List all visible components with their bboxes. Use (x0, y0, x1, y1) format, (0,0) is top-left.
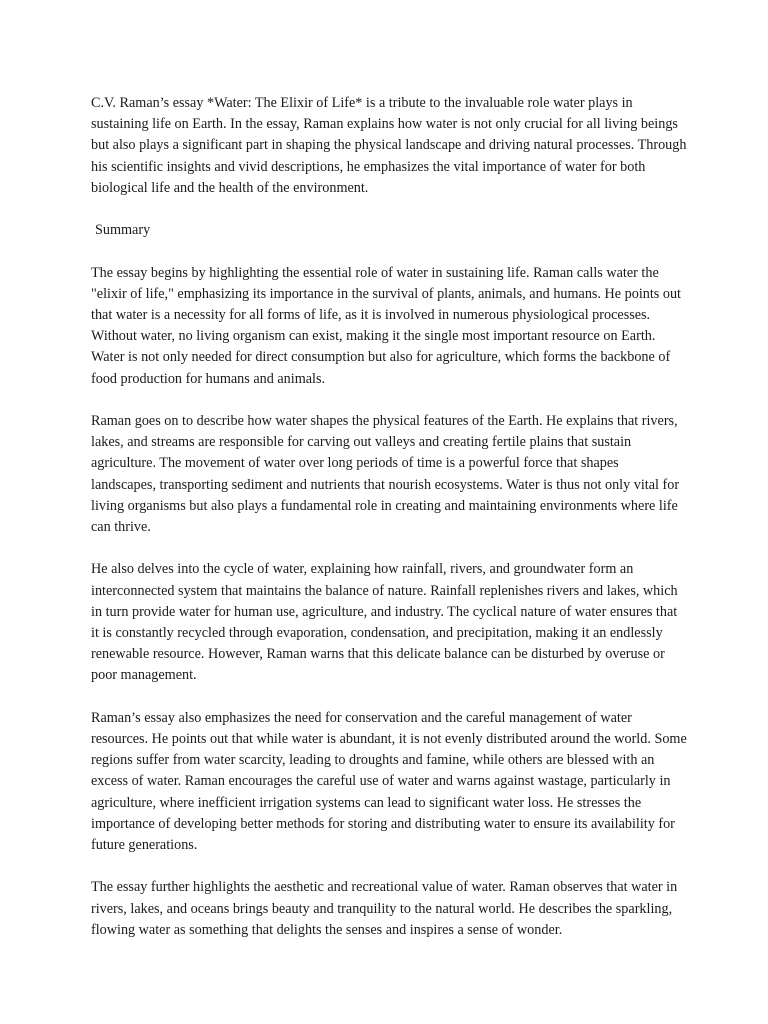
body-paragraph-4: Raman’s essay also emphasizes the need for conservation and the careful management of water resources. He points out that while water is abundant, it is not evenly distributed around the world. Some regions suffer from water scarcity, leading to droughts and famine, while others are blessed with an excess of water. Raman encourages the careful use of water and warns against wastage, particularly in agriculture, where inefficient irrigation systems can lead to significant water loss. He stresses the importance of developing better methods for storing and distributing water to ensure its availability for future generations. (91, 709, 687, 854)
body-paragraph-1: The essay begins by highlighting the essential role of water in sustaining life. Raman calls water the "elixir of life," emphasizing its importance in the survival of plants, animals, and humans. He points out that water is a necessity for all forms of life, as it is involved in numerous physiological processes. Without water, no living organism can exist, making it the single most important resource on Earth. Water is not only needed for direct consumption but also for agriculture, which forms the backbone of food production for humans and animals. (91, 264, 682, 387)
body-paragraph-5: The essay further highlights the aesthetic and recreational value of water. Raman observes that water in rivers, lakes, and oceans brings beauty and tranquility to the natural world. He describes the sparkling, flowing water as something that delights the senses and inspires a sense of wonder. (91, 879, 678, 938)
section-heading: Summary (95, 222, 151, 239)
document-body (91, 93, 687, 962)
body-paragraph-2: Raman goes on to describe how water shapes the physical features of the Earth. He explains that rivers, lakes, and streams are responsible for carving out valleys and creating fertile plains that sustain agriculture. The movement of water over long periods of time is a powerful force that shapes landscapes, transporting sediment and nutrients that nourish ecosystems. Water is thus not only vital for living organisms but also plays a fundamental role in creating and maintaining environments where life can thrive. (91, 413, 680, 536)
intro-paragraph: C.V. Raman’s essay *Water: The Elixir of Life* is a tribute to the invaluable role water plays in sustaining life on Earth. In the essay, Raman explains how water is not only crucial for all living beings but also plays a significant part in shaping the physical landscape and driving natural processes. Through his scientific insights and vivid descriptions, he emphasizes the vital importance of water for both biological life and the health of the environment. (91, 95, 687, 196)
body-paragraph-3: He also delves into the cycle of water, explaining how rainfall, rivers, and groundwater form an interconnected system that maintains the balance of nature. Rainfall replenishes rivers and lakes, which in turn provide water for human use, agriculture, and industry. The cyclical nature of water ensures that it is constantly recycled through evaporation, condensation, and precipitation, making it an endlessly renewable resource. However, Raman warns that this delicate balance can be disturbed by overuse or poor management. (91, 561, 678, 684)
